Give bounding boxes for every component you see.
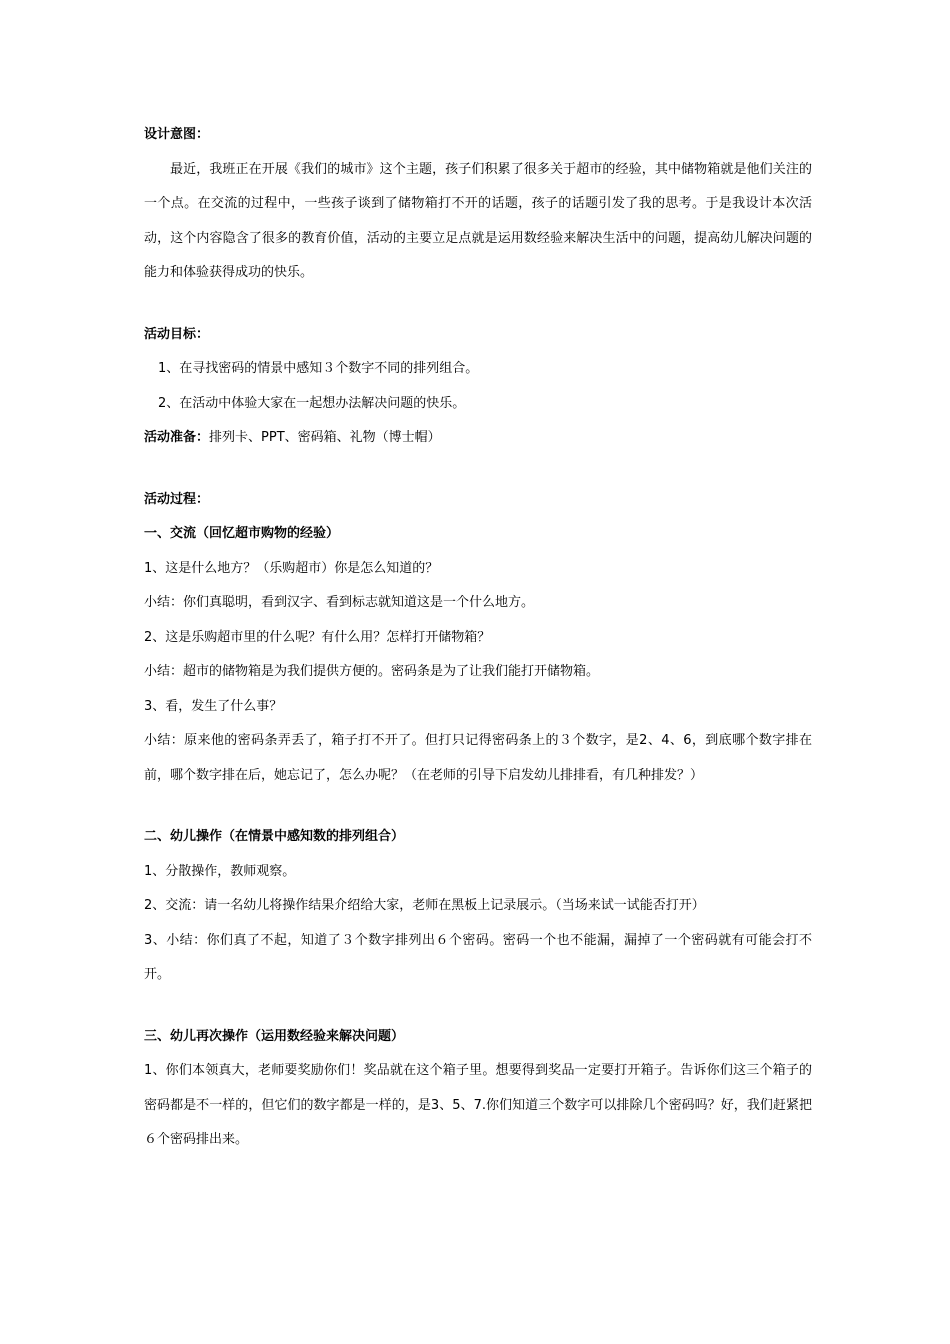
part1-line-4: 小结：超市的储物箱是为我们提供方便的。密码条是为了让我们能打开储物箱。 (144, 664, 600, 679)
goal-item-2: 2、在活动中体验大家在一起想办法解决问题的快乐。 (158, 395, 466, 411)
part1-line-2: 小结：你们真聪明，看到汉字、看到标志就知道这是一个什么地方。 (144, 595, 535, 610)
part3-line-1: 1、你们本领真大，老师要奖励你们！奖品就在这个箱子里。想要得到奖品一定要打开箱子。告诉你们这三个箱子的密码都是不一样的，但它们的数字都是一样的，是3、5、7.你们知道三个数字可以排除几个密码吗？好，我们赶紧把６个密码排出来。 (144, 1063, 812, 1147)
part1-line-6: 小结：原来他的密码条弄丢了，箱子打不开了。但打只记得密码条上的３个数字，是2、4、6，到底哪个数字排在前，哪个数字排在后，她忘记了，怎么办呢？（在老师的引导下启发幼儿排排看，有几种排发？） (144, 733, 812, 783)
goal-item-1: 1、在寻找密码的情景中感知３个数字不同的排列组合。 (158, 361, 479, 376)
spacer (144, 291, 812, 318)
part2-line-3: 3、小结：你们真了不起，知道了３个数字排列出６个密码。密码一个也不能漏，漏掉了一个密码就有可能会打不开。 (144, 932, 812, 982)
part1-line-1: 1、这是什么地方？（乐购超市）你是怎么知道的？ (144, 560, 439, 576)
spacer (144, 793, 812, 820)
spacer (144, 993, 812, 1020)
part2-line-2: 2、交流：请一名幼儿将操作结果介绍给大家，老师在黑板上记录展示。（当场来试一试能否打开） (144, 898, 705, 913)
process-heading: 活动过程： (144, 491, 210, 507)
part2-title: 二、幼儿操作（在情景中感知数的排列组合） (144, 829, 405, 844)
document-content (144, 118, 812, 1158)
part1-line-3: 2、这是乐购超市里的什么呢？有什么用？怎样打开储物箱？ (144, 629, 491, 645)
preparation-text: 排列卡、PPT、密码箱、礼物（博士帽） (209, 430, 441, 445)
preparation-label: 活动准备： (144, 430, 210, 445)
spacer (144, 456, 812, 483)
preparation-line (144, 421, 812, 456)
part1-title: 一、交流（回忆超市购物的经验） (144, 526, 340, 541)
design-intent-body: 最近，我班正在开展《我们的城市》这个主题，孩子们积累了很多关于超市的经验，其中储物箱就是他们关注的一个点。在交流的过程中，一些孩子谈到了储物箱打不开的话题，孩子的话题引发了我的思考。于是我设计本次活动，这个内容隐含了很多的教育价值，活动的主要立足点就是运用数经验来解决生活中的问题，提高幼儿解决问题的能力和体验获得成功的快乐。 (144, 161, 812, 280)
design-intent-heading: 设计意图： (144, 127, 210, 142)
goals-heading: 活动目标： (144, 326, 210, 342)
part3-title: 三、幼儿再次操作（运用数经验来解决问题） (144, 1028, 405, 1044)
part2-line-1: 1、分散操作，教师观察。 (144, 863, 296, 879)
part1-line-5: 3、看，发生了什么事？ (144, 698, 283, 714)
